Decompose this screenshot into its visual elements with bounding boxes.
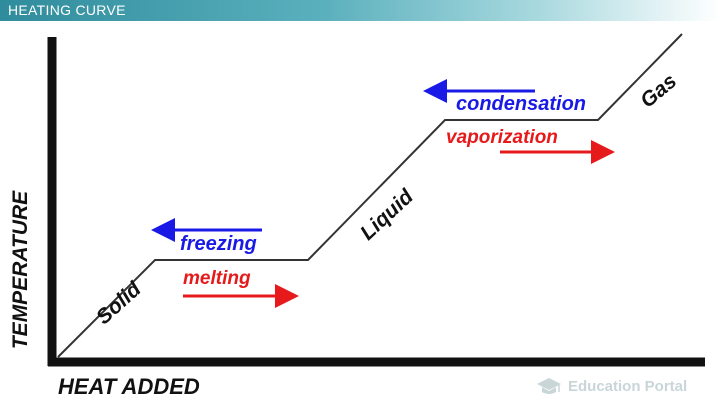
vaporization-label: vaporization <box>446 127 558 148</box>
condensation-label: condensation <box>456 93 587 115</box>
y-axis-label: TEMPERATURE <box>9 190 32 350</box>
watermark-text: Education Portal <box>568 377 688 395</box>
solid-label: Solid <box>92 277 146 330</box>
x-axis-label: HEAT ADDED <box>58 374 200 399</box>
graduation-cap-icon <box>536 376 562 396</box>
liquid-label: Liquid <box>356 185 418 245</box>
heating-curve-line <box>58 34 682 357</box>
page-title: HEATING CURVE <box>8 2 126 18</box>
freezing-label: freezing <box>180 233 257 255</box>
watermark <box>536 374 687 398</box>
gas-label: Gas <box>636 69 682 113</box>
melting-label: melting <box>183 268 251 289</box>
